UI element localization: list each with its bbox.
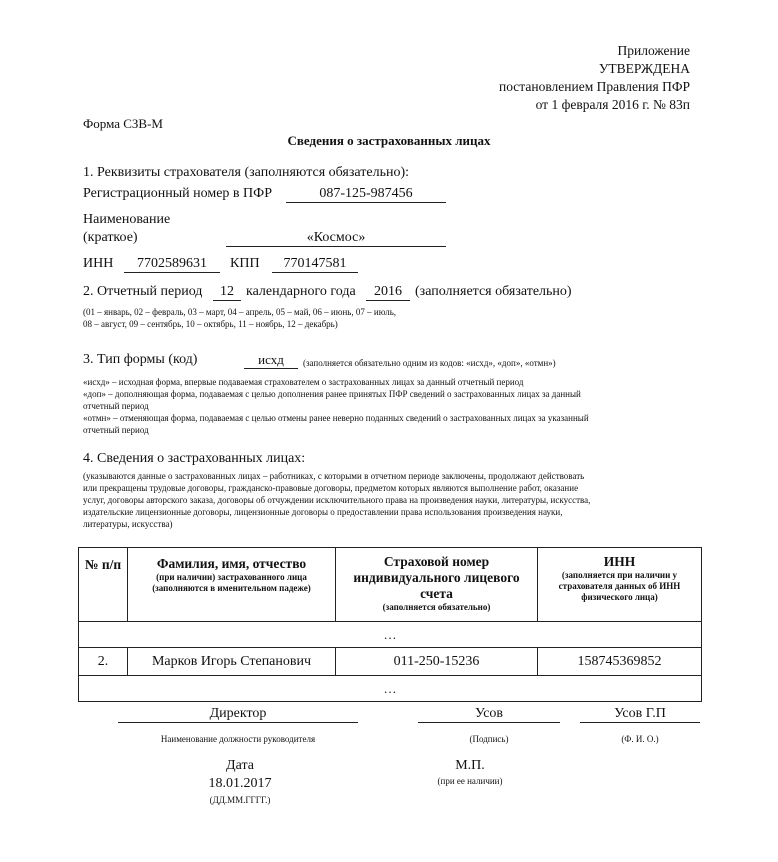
form-name: Форма СЗВ-М xyxy=(83,116,163,131)
date-format: (ДД.ММ.ГГГГ.) xyxy=(209,795,271,805)
row-snils: 011-250-15236 xyxy=(336,648,538,676)
table-header-row xyxy=(79,548,702,622)
form-type-desc-5: отчетный период xyxy=(83,425,149,435)
reg-number-value: 087-125-987456 xyxy=(286,186,446,203)
form-type-desc-1: «исхд» – исходная форма, впервые подаваемая страхователем о застрахованных лицах за данный отчетный период xyxy=(83,377,524,387)
inn-label: ИНН xyxy=(83,256,114,271)
section4-desc-2: или прекращены трудовые договоры, гражданско-правовые договоры, предметом которых являются выполнение работ, оказание xyxy=(83,483,579,493)
header-col-number: № п/п xyxy=(79,548,128,622)
table-row xyxy=(79,648,702,676)
ellipsis-row: … xyxy=(79,622,702,648)
stamp-label: М.П. xyxy=(455,758,485,773)
section4-desc-4: издательские лицензионные договоры, лицензионные договоры о предоставлении права использования произведения науки, xyxy=(83,507,563,517)
date-value: 18.01.2017 xyxy=(208,776,272,791)
header-col-inn: ИНН (заполняется при наличии у страхователя данных об ИНН физического лица) xyxy=(538,548,702,622)
section4-desc-3: услуг, договоры авторского заказа, договоры об отчуждении исключительного права на произведения науки, литературы, искусства, xyxy=(83,495,591,505)
date-label: Дата xyxy=(226,758,254,773)
approval-line-2: УТВЕРЖДЕНА xyxy=(598,61,690,76)
section3-heading: 3. Тип формы (код) xyxy=(83,352,198,367)
ellipsis-row: … xyxy=(79,676,702,702)
page-title: Сведения о застрахованных лицах xyxy=(287,133,491,148)
approval-line-1: Приложение xyxy=(617,43,690,58)
approval-line-4: от 1 февраля 2016 г. № 83п xyxy=(535,97,690,112)
kpp-label: КПП xyxy=(230,256,260,271)
signature-value: Усов xyxy=(418,706,560,723)
year-label: календарного года xyxy=(246,284,356,299)
mandatory-note: (заполняется обязательно) xyxy=(415,284,572,299)
period-hint-2: 08 – август, 09 – сентябрь, 10 – октябрь, 11 – ноябрь, 12 – декабрь) xyxy=(83,319,338,329)
form-type-desc-3: отчетный период xyxy=(83,401,149,411)
approval-block xyxy=(499,42,690,114)
kpp-value: 770147581 xyxy=(272,256,358,273)
row-number: 2. xyxy=(79,648,128,676)
reg-number-label: Регистрационный номер в ПФР xyxy=(83,186,272,201)
form-type-codes-hint: (заполняется обязательно одним из кодов: «исхд», «доп», «отмн») xyxy=(303,358,556,368)
form-type-desc-2: «доп» – дополняющая форма, подаваемая с целью дополнения ранее принятых ПФР сведений о застрахованных лицах за данный xyxy=(83,389,581,399)
position-value: Директор xyxy=(118,706,358,723)
fio-value: Усов Г.П xyxy=(580,706,700,723)
form-type-value: исхд xyxy=(244,352,298,369)
table-row xyxy=(79,676,702,702)
section1-heading: 1. Реквизиты страхователя (заполняются обязательно): xyxy=(83,165,409,180)
header-col-snils: Страховой номер индивидуального лицевого счета (заполняется обязательно) xyxy=(336,548,538,622)
period-hint-1: (01 – январь, 02 – февраль, 03 – март, 04 – апрель, 05 – май, 06 – июнь, 07 – июль, xyxy=(83,307,397,317)
table-row xyxy=(79,622,702,648)
header-col-fio: Фамилия, имя, отчество (при наличии) застрахованного лица (заполняются в именительном падеже) xyxy=(128,548,336,622)
signature-label: (Подпись) xyxy=(469,734,509,744)
inn-value: 7702589631 xyxy=(124,256,220,273)
insured-persons-table xyxy=(78,547,702,702)
section4-desc-1: (указываются данные о застрахованных лицах – работниках, с которыми в отчетном периоде заключены, продолжают действовать xyxy=(83,471,585,481)
name-label-1: Наименование xyxy=(83,212,171,227)
section4-desc-5: литературы, искусства) xyxy=(83,519,173,529)
row-fio: Марков Игорь Степанович xyxy=(128,648,336,676)
stamp-hint: (при ее наличии) xyxy=(437,776,503,786)
section4-heading: 4. Сведения о застрахованных лицах: xyxy=(83,451,306,466)
fio-label: (Ф. И. О.) xyxy=(621,734,659,744)
row-inn: 158745369852 xyxy=(538,648,702,676)
approval-line-3: постановлением Правления ПФР xyxy=(499,79,690,94)
name-value: «Космос» xyxy=(226,230,446,247)
name-label-2: (краткое) xyxy=(83,230,138,245)
section2-heading: 2. Отчетный период xyxy=(83,284,203,299)
form-type-desc-4: «отмн» – отменяющая форма, подаваемая с целью отмены ранее неверно поданных сведений о застрахованных лицах за указанный xyxy=(83,413,589,423)
year-value: 2016 xyxy=(366,284,410,301)
period-value: 12 xyxy=(213,284,241,301)
position-label: Наименование должности руководителя xyxy=(160,734,316,744)
